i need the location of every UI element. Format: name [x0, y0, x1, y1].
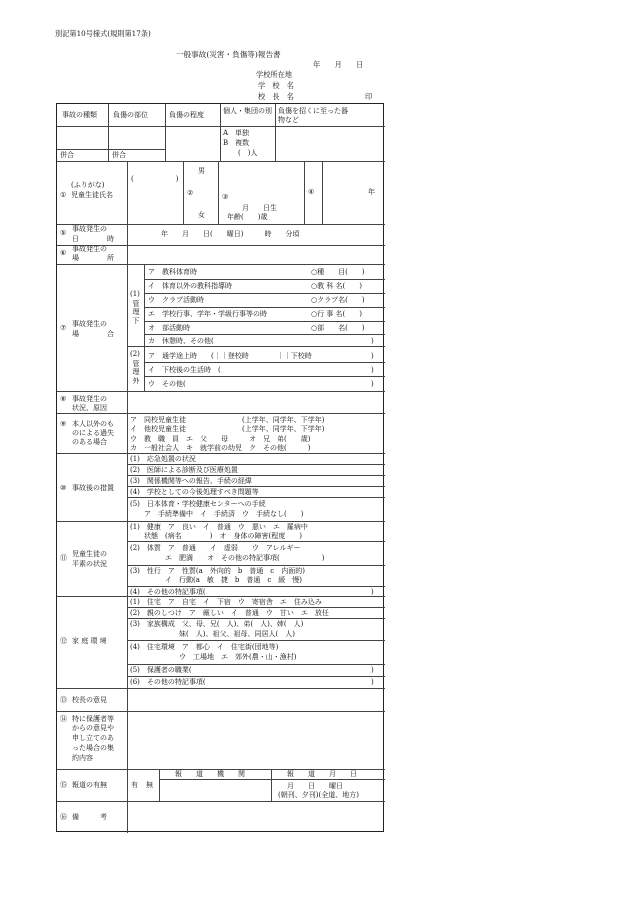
in-item-b-field: ○教 科 名( ): [311, 282, 363, 290]
form-title: 一般事故(災害・負傷等)報告書: [176, 50, 281, 59]
measures-num: ⑩: [60, 484, 67, 492]
age-field: 年齢( )歳: [227, 213, 268, 221]
remarks-num: ⑯: [60, 813, 67, 821]
school-address-label: 学校所在地: [256, 70, 292, 79]
others-line-1: ア 同校児童生徒 (上学年、同学年、下学年): [130, 416, 325, 424]
datetime-label-2: 日 時: [72, 235, 114, 243]
press-num: ⑮: [60, 781, 67, 789]
in-item-c-field: ○クラブ名( ): [311, 296, 365, 304]
report-form: [56, 103, 384, 832]
report-date: 年 月 日: [313, 60, 364, 69]
birth-date: 月 日生: [242, 204, 277, 212]
in-item-e: オ 部活動時: [148, 324, 190, 332]
measures-line-5: (5) 日本体育・学校健康センターへの手続: [130, 500, 266, 508]
student-name-label: 児童生徒氏名: [71, 191, 113, 199]
others-line-3: ウ 教 職 員 エ 父 母 オ 兄 弟( 歳): [130, 435, 311, 443]
opinion-label: 校長の意見: [72, 696, 107, 704]
normal-line-1: (1) 健康 ア 良い イ 普通 ウ 悪い エ 羅病中: [130, 523, 308, 531]
normal-line-7: (4) その他の特記事項(: [130, 588, 206, 596]
grade-label: 年: [368, 188, 375, 196]
sex-female: 女: [198, 211, 205, 219]
guardian-line-2: からの意見や: [72, 724, 114, 732]
press-agency-header: 報 道 機 関: [175, 770, 245, 778]
in-school-label: 管理下: [132, 300, 140, 325]
press-date-header: 報 道 月 日: [287, 770, 357, 778]
furigana-label: (ふりがな): [71, 181, 105, 189]
out-school-num: (2): [130, 350, 140, 358]
family-label: 家 庭 環 境: [72, 637, 107, 645]
cause-header-line1: 負傷を招くに至った器: [278, 107, 348, 115]
datetime-label-1: 事故発生の: [72, 225, 107, 233]
accident-type-header: 事故の種類: [62, 111, 97, 119]
seal-mark: 印: [365, 92, 373, 101]
others-label-2: のによる過失: [72, 429, 114, 437]
family-line-8: (6) その他の特記事項(: [130, 678, 206, 686]
normal-num: ⑪: [60, 554, 67, 562]
others-line-4: カ 一般社会人 キ 就学前の幼児 ク その他( ): [130, 444, 311, 452]
grade-num: ④: [308, 188, 315, 196]
option-single: A 単独: [223, 129, 250, 137]
option-multiple: B 複数: [223, 139, 250, 147]
sex-male: 男: [198, 167, 205, 175]
furigana-paren: ( ): [131, 175, 179, 183]
cause-header-line2: 物など: [278, 116, 299, 124]
family-line-4: 妹( 人)、祖父、祖母、同居人( 人): [130, 630, 295, 638]
others-num: ⑨: [60, 420, 67, 428]
injury-degree-header: 負傷の程度: [169, 111, 204, 119]
normal-line-7-end: ): [371, 588, 374, 596]
measures-label: 事故後の措置: [72, 484, 114, 492]
datetime-value: 年 月 日( 曜日) 時 分頃: [161, 230, 300, 238]
out-school-label: 管理外: [132, 360, 140, 385]
in-item-f: カ 休憩時、その他(: [148, 337, 214, 345]
place-num: ⑥: [60, 249, 67, 257]
family-line-6: ウ 工場地 エ 郊外(農・山・漁村): [130, 653, 297, 661]
student-num: ①: [60, 191, 67, 199]
guardian-line-3: 申し立てのあ: [72, 734, 114, 742]
out-item-a: ア 通学途上時 (｜｜登校時 ｜｜下校時: [148, 352, 312, 360]
measures-line-3: (3) 関係機関等への報告、手続の経緯: [130, 477, 252, 485]
in-item-d: エ 学校行事、学年・学級行事等の時: [148, 310, 267, 318]
normal-line-4: エ 肥満 オ その他の特記事項( ): [130, 554, 325, 562]
in-item-f-field: ): [371, 337, 374, 345]
family-line-2: (2) 親のしつけ ア 厳しい イ 普通 ウ 甘い エ 放任: [130, 609, 329, 617]
family-line-1: (1) 住宅 ア 自宅 イ 下宿 ウ 寄宿舎 エ 住み込み: [130, 598, 322, 606]
situation-label-2: 状況、原因: [72, 404, 107, 412]
place-label-2: 場 所: [72, 254, 114, 262]
birth-num: ③: [222, 193, 229, 201]
normal-line-6: イ 行動(a 敏 捷 b 普通 c 緩 慢): [130, 576, 303, 584]
family-line-3: (3) 家族構成 父、母、兄( 人)、弟( 人)、姉( 人): [130, 620, 304, 628]
remarks-label: 備 考: [72, 813, 107, 821]
others-label-1: 本人以外のも: [72, 420, 114, 428]
opinion-num: ⑬: [60, 696, 67, 704]
in-item-e-field: ○部 名( ): [311, 324, 365, 332]
occasion-label-2: 場 合: [72, 330, 114, 338]
school-name-label: 学 校 名: [258, 81, 294, 90]
guardian-num: ⑭: [60, 715, 67, 723]
sex-num: ②: [187, 189, 194, 197]
out-item-c: ウ その他(: [148, 380, 186, 388]
combined-label-1: 併合: [60, 151, 74, 159]
family-line-8-end: ): [371, 678, 374, 686]
datetime-num: ⑤: [60, 229, 67, 237]
family-num: ⑫: [60, 637, 67, 645]
press-yes: 有: [131, 781, 138, 789]
measures-line-4: (4) 学校としての今後処理すべき問題等: [130, 488, 259, 496]
out-item-b-field: ): [371, 366, 374, 374]
guardian-line-1: 特に保護者等: [72, 715, 114, 723]
guardian-line-4: った場合の集: [72, 744, 114, 752]
individual-group-header: 個人・集団の別: [223, 107, 272, 115]
family-line-7: (5) 保護者の職業(: [130, 666, 192, 674]
out-item-a-field: ): [371, 352, 374, 360]
in-item-d-field: ○行 事 名( ): [311, 310, 363, 318]
guardian-line-5: 約内容: [72, 754, 93, 762]
others-label-3: のある場合: [72, 438, 107, 446]
out-item-c-field: ): [371, 380, 374, 388]
situation-num: ⑧: [60, 395, 67, 403]
in-item-a-field: ○種 目( ): [311, 268, 365, 276]
family-line-7-end: ): [371, 666, 374, 674]
combined-label-2: 併合: [112, 151, 126, 159]
occasion-label-1: 事故発生の: [72, 320, 107, 328]
place-label-1: 事故発生の: [72, 245, 107, 253]
in-item-b: イ 体育以外の教科指導時: [148, 282, 232, 290]
situation-label-1: 事故発生の: [72, 395, 107, 403]
press-edition: (朝刊、夕刊)(全道、地方): [278, 791, 359, 799]
others-line-2: イ 他校児童生徒 (上学年、同学年、下学年): [130, 425, 325, 433]
measures-line-1: (1) 応急処置の状況: [130, 455, 196, 463]
normal-label-1: 児童生徒の: [72, 550, 107, 558]
press-label: 報道の有無: [72, 781, 107, 789]
in-item-c: ウ クラブ活動時: [148, 296, 204, 304]
measures-line-6: ア 手続準備中 イ 手続済 ウ 手続なし( ): [130, 510, 304, 518]
in-school-num: (1): [130, 290, 140, 298]
injury-part-header: 負傷の部位: [113, 111, 148, 119]
occasion-num: ⑦: [60, 324, 67, 332]
in-item-a: ア 教科体育時: [148, 268, 197, 276]
press-no: 無: [146, 781, 153, 789]
form-number: 別記第10号様式(規則第17条): [55, 29, 151, 38]
normal-line-2: 状態 (病名 ) オ 身体の障害(程度 ): [130, 532, 302, 540]
normal-label-2: 平素の状況: [72, 560, 107, 568]
press-date-value: 月 日 曜日: [287, 782, 343, 790]
out-item-b: イ 下校後の生活時 (: [148, 366, 221, 374]
principal-name-label: 校 長 名: [258, 92, 294, 101]
family-line-5: (4) 住宅環境 ア 都心 イ 住宅街(団地等): [130, 643, 279, 651]
person-count: ( )人: [238, 149, 258, 157]
measures-line-2: (2) 医師による診断及び医療処置: [130, 466, 238, 474]
normal-line-5: (3) 性行 ア 性質(a 外向的 b 普通 c 内面的): [130, 567, 305, 575]
normal-line-3: (2) 体質 ア 普通 イ 虚弱 ウ アレルギー: [130, 544, 301, 552]
